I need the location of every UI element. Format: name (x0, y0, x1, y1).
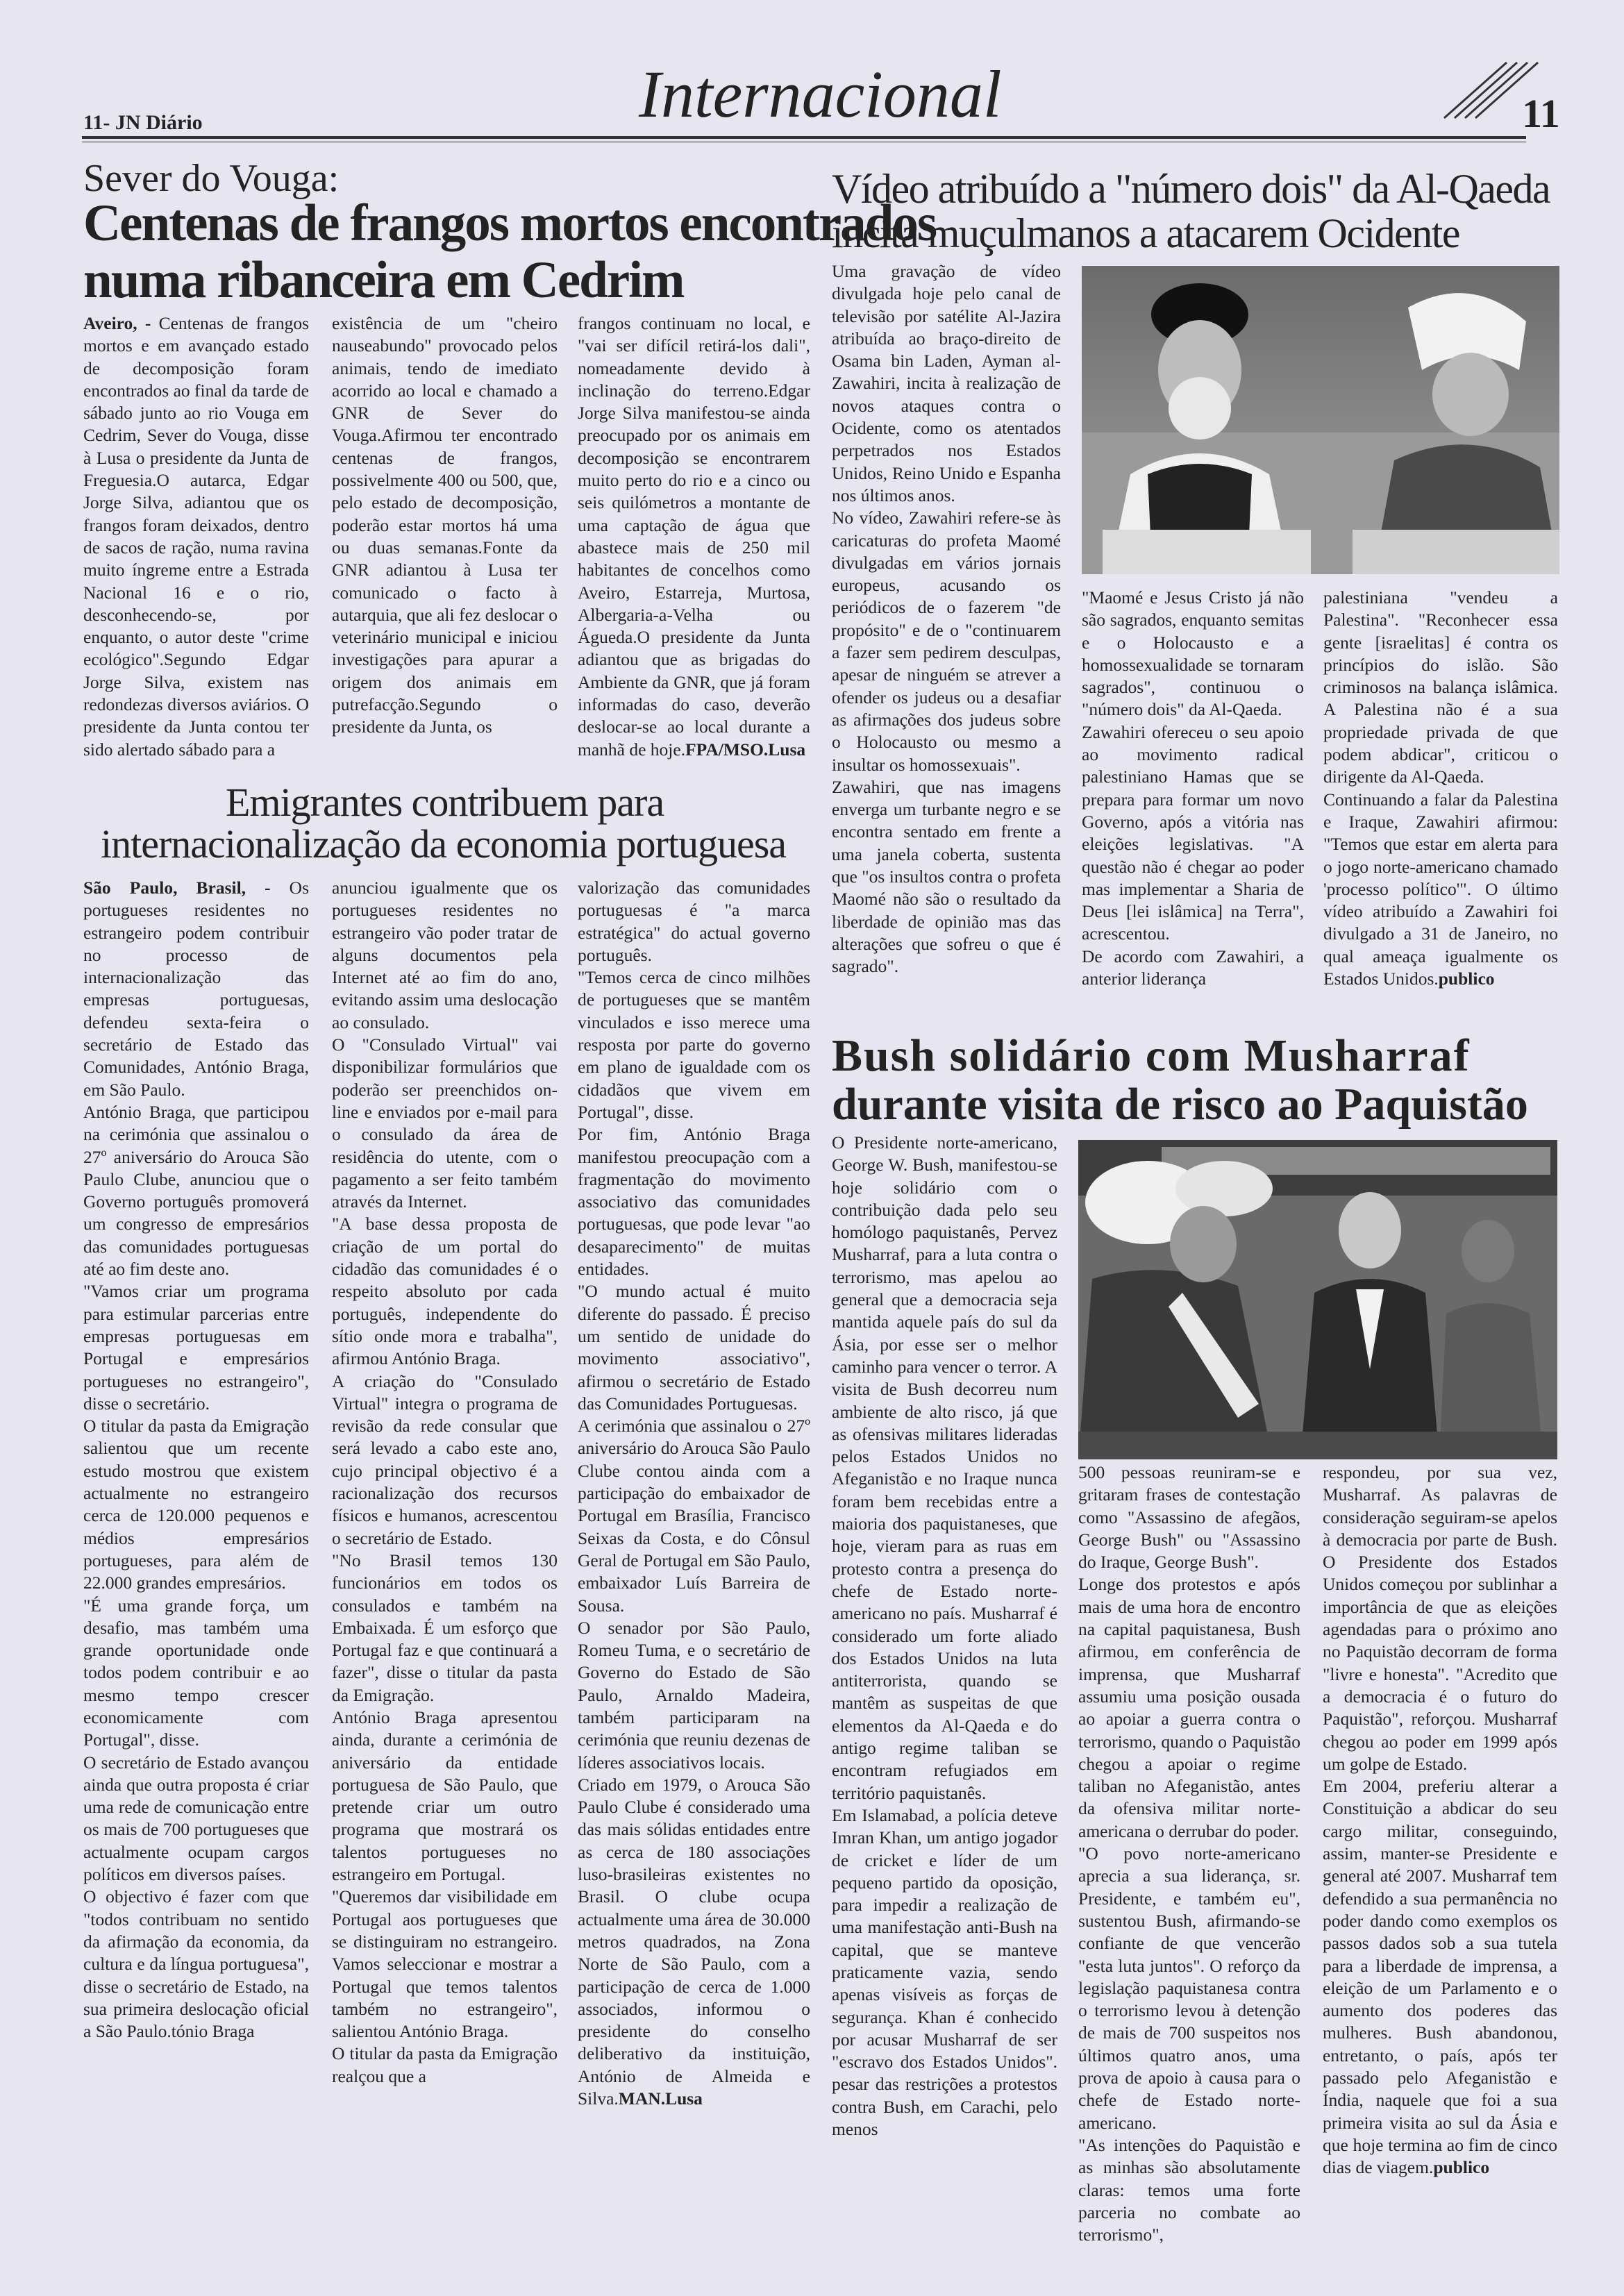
bush-musharraf-photo (1078, 1140, 1557, 1459)
bush-paragraph: O Presidente norte-americano, George W. Bush, manifestou-se hoje solidário com o contribuição dada pelo seu homólogo paquistanês, Pervez Musharraf, para a luta contra o terrorismo, mas apelou ao general que a democracia seja mantida aquele país do sul da Ásia, por esse ser o melhor caminho para vencer o terror. A visita de Bush decorreu num ambiente de alto risco, já que as ofensivas militares lideradas pelos Estados Unidos no Afeganistão e no Iraque nunca foram bem recebidas entre a maioria dos paquistaneses, que hoje, vieram para as ruas em protesto contra a presença do chefe de Estado norte-americano no país. Musharraf é considerado um forte aliado dos Estados Unidos na luta antiterrorista, quando se mantêm as suspeitas de que elementos da Al-Qaeda e do antigo regime taliban se encontram refugiados em território paquistanês. (832, 1132, 1057, 1803)
section-title: Internacional (639, 57, 1002, 131)
bush-signature: publico (1433, 2157, 1490, 2178)
emigrantes-paragraph: A cerimónia que assinalou o 27º aniversário do Arouca São Paulo Clube contou ainda com a participação do embaixador de Portugal em Brasília, Francisco Seixas da Costa, e do Cônsul Geral de Portugal em São Paulo, embaixador Luís Barreira de Sousa. (578, 1416, 810, 1616)
emigrantes-column-1 (83, 877, 309, 2224)
frangos-column-3 (578, 312, 810, 774)
frangos-title-line2: numa ribanceira em Cedrim (83, 251, 684, 309)
bush-photo-image (1078, 1140, 1557, 1459)
emigrantes-paragraph: O objectivo é fazer com que "todos contribuam no sentido da afirmação da economia, da cultura e da língua portuguesa", disse o secretário de Estado, na sua primeira deslocação oficial a São Paulo.tónio Braga (83, 1886, 309, 2042)
emigrantes-paragraph: anunciou igualmente que os portugueses residentes no estrangeiro vão poder tratar de alguns documentos pela Internet até ao fim do ano, evitando assim uma deslocação ao consulado. (332, 878, 558, 1032)
emigrantes-column-3 (578, 877, 810, 2224)
page-number: 11 (1522, 91, 1560, 136)
alqaeda-paragraph: Zawahiri ofereceu o seu apoio ao movimento radical palestiniano Hamas que se prepara para formar um novo Governo, após a vitória nas eleições legislativas. "A questão não é chegar ao poder mas implementar a Sharia de Deus [lei islâmica] na Terra", acrescentou. (1082, 721, 1304, 944)
emigrantes-paragraph: "É uma grande força, um desafio, mas também uma grande oportunidade onde todos podem contribuir e ao mesmo tempo crescer economicamente com Portugal", disse. (83, 1595, 309, 1750)
bush-column-right (1323, 1461, 1557, 2229)
frangos-kicker: Sever do Vouga: (83, 157, 340, 200)
alqaeda-paragraph: De acordo com Zawahiri, a anterior liderança (1082, 946, 1304, 989)
bush-paragraph: Em Islamabad, a polícia deteve Imran Khan, um antigo jogador de cricket e líder de um pequeno partido da oposição, para impedir a realização de uma manifestação anti-Bush na capital, que se manteve praticamente vazia, sendo apenas visíveis as forças de segurança. Khan é conhecido por acusar Musharraf de ser "escravo dos Estados Unidos". pesar das restrições a protestos contra Bush, em Carachi, pelo menos (832, 1804, 1057, 2140)
emigrantes-paragraph: "No Brasil temos 130 funcionários em todos os consulados e também na Embaixada. É um esforço que Portugal faz e que continuará a fazer", disse o titular da pasta da Emigração. (332, 1550, 558, 1705)
emigrantes-paragraph: "A base dessa proposta de criação de um portal do cidadão das comunidades é o respeito absoluto por cada português, independente do sítio onde mora e trabalha", afirmou António Braga. (332, 1214, 558, 1369)
header-rule (82, 136, 1526, 139)
alqaeda-column-right (1323, 587, 1558, 1038)
alqaeda-column-left (832, 260, 1061, 1038)
alqaeda-title-line2: incita muçulmanos a atacarem Ocidente (832, 210, 1460, 256)
emigrantes-paragraph: O senador por São Paulo, Romeu Tuma, e o secretário de Governo do Estado de São Paulo, Arnaldo Madeira, também participaram na cerimónia que reuniu dezenas de líderes associativos locais. (578, 1617, 810, 1773)
emigrantes-paragraph: "Vamos criar um programa para estimular parcerias entre empresas portuguesas em Portugal e empresários portugueses no estrangeiro", disse o secretário. (83, 1281, 309, 1414)
frangos-signature: FPA/MSO.Lusa (685, 739, 806, 760)
emigrantes-paragraph: O secretário de Estado avançou ainda que outra proposta é criar uma rede de comunicação entre os mais de 700 portugueses que actualmente ocupam cargos políticos em diversos países. (83, 1752, 309, 1885)
frangos-column-2 (332, 312, 558, 774)
emigrantes-paragraph: "Temos cerca de cinco milhões de portugueses que se mantêm vinculados e isso merece uma resposta por parte do governo em plano de igualdade com os cidadãos que vivem em Portugal", disse. (578, 967, 810, 1122)
emigrantes-paragraph: António Braga apresentou ainda, durante a cerimónia de aniversário da entidade portuguesa de São Paulo, que pretende criar um outro programa que mostrará os talentos portugueses no estrangeiro em Portugal. (332, 1707, 558, 1885)
emigrantes-paragraph: valorização das comunidades portuguesas é "a marca estratégica" do actual governo português. (578, 878, 810, 965)
emigrantes-paragraph: Criado em 1979, o Arouca São Paulo Clube é considerado uma das mais sólidas entidades entre as cerca de 180 associações luso-brasileiras existentes no Brasil. O clube ocupa actualmente uma área de 30.000 metros quadrados, na Zona Norte de São Paulo, com a participação de cerca de 1.000 associados, informou o presidente do conselho deliberativo da instituição, António de Almeida e Silva.MAN.Lusa (578, 1774, 810, 2109)
emigrantes-paragraph: Por fim, António Braga manifestou preocupação com a fragmentação do movimento associativo das comunidades portuguesas, que pode levar "ao desaparecimento" de muitas entidades. (578, 1124, 810, 1280)
alqaeda-signature: publico (1438, 969, 1495, 989)
bush-column-left (832, 1132, 1057, 2229)
emigrantes-title-line1: Emigrantes contribuem para (226, 780, 664, 825)
emigrantes-signature: MAN.Lusa (618, 2088, 703, 2109)
emigrantes-dateline: São Paulo, Brasil, - (83, 878, 271, 898)
zawahiri-photo-image (1082, 266, 1559, 574)
alqaeda-paragraph: palestiniana "vendeu a Palestina". "Reconhecer essa gente [israelitas] é contra os princípios do islão. São criminosos na balança islâmica. A Palestina não é a sua propriedade privada de que podem abdicar", criticou o dirigente da Al-Qaeda. (1323, 587, 1558, 787)
frangos-title-line1: Centenas de frangos mortos encontrados (83, 194, 937, 252)
bush-paragraph: "As intenções do Paquistão e as minhas são absolutamente claras: temos uma forte parceria no combate ao terrorismo", (1078, 2134, 1300, 2245)
alqaeda-title-line1: Vídeo atribuído a "número dois" da Al-Qaeda (832, 166, 1550, 212)
page-left-label: 11- JN Diário (83, 111, 203, 134)
bush-title-line2: durante visita de risco ao Paquistão (832, 1079, 1528, 1130)
bush-title-line1: Bush solidário com Musharraf (832, 1030, 1471, 1081)
bush-paragraph: Em 2004, preferiu alterar a Constituição a abdicar do seu cargo militar, conseguindo, assim, manter-se Presidente e general até 2007. Musharraf tem defendido a sua permanência no poder dando como exemplos os passos dados sob a sua tutela para a liberdade de imprensa, a eleição de um Parlamento e o aumento dos poderes das mulheres. Bush abandonou, entretanto, o país, após ter passado pelo Afeganistão e Índia, naquele que foi a sua primeira visita ao sul da Ásia e que hoje termina ao fim de cinco dias de viagem.publico (1323, 1776, 1557, 2178)
frangos-dateline: Aveiro, - (83, 313, 151, 333)
emigrantes-paragraph: São Paulo, Brasil, - Os portugueses residentes no estrangeiro podem contribuir no processo de internacionalização das empresas portuguesas, defendeu sexta-feira o secretário de Estado das Comunidades, António Braga, em São Paulo. (83, 878, 310, 1100)
emigrantes-paragraph: "O mundo actual é muito diferente do passado. É preciso um sentido de unidade do movimento associativo", afirmou o secretário de Estado das Comunidades Portuguesas. (578, 1281, 810, 1414)
alqaeda-paragraph: "Maomé e Jesus Cristo já não são sagrados, enquanto semitas e o Holocausto e a homossexualidade se tornaram sagrados", continuou o "número dois" da Al-Qaeda. (1082, 587, 1304, 720)
frangos-text-2: existência de um "cheiro nauseabundo" provocado pelos animais, tendo de imediato acorrido ao local e chamado a GNR de Sever do Vouga.Afirmou ter encontrado centenas de frangos, possivelmente 400 ou 500, que, pelo estado de decomposição, poderão estar mortos há uma ou duas semanas.Fonte da GNR adiantou à Lusa ter comunicado o facto à autarquia, que ali fez deslocar o veterinário municipal e iniciou investigações para apurar a origem dos animais em putrefacção.Segundo o presidente da Junta, os (332, 313, 558, 737)
alqaeda-column-mid (1082, 587, 1304, 1038)
bush-paragraph: "O povo norte-americano aprecia a sua liderança, sr. Presidente, e também eu", sustentou Bush, afirmando-se confiante de que vencerão "esta luta juntos". O reforço da legislação paquistanesa contra o terrorismo levou à detenção de mais de 700 suspeitos nos últimos quatro anos, uma prova de apoio à causa para o chefe de Estado norte-americano. (1078, 1843, 1300, 2133)
zawahiri-video-photo (1082, 266, 1559, 574)
bush-paragraph: respondeu, por sua vez, Musharraf. As palavras de consideração seguiram-se apelos à democracia por parte de Bush. O Presidente dos Estados Unidos começou por sublinhar a importância de que as eleições agendadas para o próximo ano no Paquistão decorram de forma "livre e honesta". "Acredito que a democracia é o futuro do Paquistão", reforçou. Musharraf chegou ao poder em 1999 após um golpe de Estado. (1323, 1462, 1557, 1774)
frangos-text-1: Centenas de frangos mortos e em avançado estado de decomposição foram encontrados ao final da tarde de sábado junto ao rio Vouga em Cedrim, Sever do Vouga, disse à Lusa o presidente da Junta de Freguesia.O autarca, Edgar Jorge Silva, adiantou que os frangos foram deixados, dentro de sacos de ração, numa ravina muito íngreme entre a Estrada Nacional 16 e o rio, desconhecendo-se, por enquanto, o autor deste "crime ecológico".Segundo Edgar Jorge Silva, existem nas redondezas diversos aviários. O presidente da Junta contou ter sido alertado sábado para a (83, 313, 310, 760)
bush-paragraph: 500 pessoas reuniram-se e gritaram frases de contestação como "Assassino de afegãos, George Bush" ou "Assassino do Iraque, George Bush". (1078, 1462, 1300, 1573)
emigrantes-paragraph: António Braga, que participou na cerimónia que assinalou o 27º aniversário do Arouca São Paulo Clube, anunciou que o Governo português promoverá um congresso de empresários das comunidades portuguesas até ao fim deste ano. (83, 1101, 309, 1280)
bush-column-mid (1078, 1461, 1300, 2245)
emigrantes-paragraph: A criação do "Consulado Virtual" integra o programa de revisão da rede consular que será levado a cabo este ano, cujo principal objectivo é a racionalização dos recursos físicos e humanos, acrescentou o secretário de Estado. (332, 1371, 558, 1548)
frangos-text-3: frangos continuam no local, e "vai ser difícil retirá-los dali", nomeadamente devido à inclinação do terreno.Edgar Jorge Silva manifestou-se ainda preocupado por os animais em decomposição se encontrarem muito perto do rio e a cinco ou seis quilómetros a montante de uma captação de água que abastece mais de 250 mil habitantes de concelhos como Aveiro, Estarreja, Murtosa, Albergaria-a-Velha ou Águeda.O presidente da Junta adiantou que as brigadas do Ambiente da GNR, que já foram informadas do caso, deverão deslocar-se ao local durante a manhã de hoje. (578, 313, 810, 760)
alqaeda-paragraph: Zawahiri, que nas imagens enverga um turbante negro e se encontra sentado em frente a uma janela coberta, sustenta que "os insultos contra o profeta Maomé não são o resultado da liberdade de opinião mas das alterações que sofreu o que é sagrado". (832, 776, 1061, 977)
emigrantes-paragraph: "Queremos dar visibilidade em Portugal aos portugueses que se distinguiram no estrangeiro. Vamos seleccionar e mostrar a Portugal que temos talentos também no estrangeiro", salientou António Braga. (332, 1886, 558, 2042)
emigrantes-paragraph: O titular da pasta da Emigração salientou que um recente estudo mostrou que existem actualmente no estrangeiro cerca de 120.000 pequenos e médios empresários portugueses, para além de 22.000 grandes empresários. (83, 1416, 309, 1593)
alqaeda-paragraph: No vídeo, Zawahiri refere-se às caricaturas do profeta Maomé divulgadas em vários jornais europeus, acusando os periódicos de o fazerem "de propósito" e de o "continuarem a fazer sem pedirem desculpas, apesar de ninguém se atrever a ofender os judeus ou a desafiar as afirmações dos judeus sobre o Holocausto ou mesmo a insultar os homossexuais". (832, 508, 1061, 775)
emigrantes-paragraph: O "Consulado Virtual" vai disponibilizar formulários que poderão ser preenchidos on-line e enviados por e-mail para o consulado da área de residência do utente, com o pagamento a ser feito também através da Internet. (332, 1034, 558, 1212)
emigrantes-column-2 (332, 877, 558, 2224)
bush-paragraph: Longe dos protestos e após mais de uma hora de encontro na capital paquistanesa, Bush afirmou, em conferência de imprensa, que Musharraf assumiu uma posição ousada ao apoiar a guerra contra o terrorismo, quando o Paquistão chegou a apoiar o regime taliban no Afeganistão, antes da ofensiva militar norte-americana o derrubar do poder. (1078, 1574, 1300, 1841)
frangos-column-1 (83, 312, 309, 774)
alqaeda-paragraph: Uma gravação de vídeo divulgada hoje pelo canal de televisão por satélite Al-Jazira atribuída ao braço-direito de Osama bin Laden, Ayman al-Zawahiri, incita à realização de novos ataques contra o Ocidente, como os atentados perpetrados nos Estados Unidos, Reino Unido e Espanha nos últimos anos. (832, 261, 1061, 505)
emigrantes-title-line2: internacionalização da economia portuguesa (101, 821, 787, 866)
emigrantes-paragraph: O titular da pasta da Emigração realçou que a (332, 2043, 558, 2086)
alqaeda-paragraph: Continuando a falar da Palestina e Iraque, Zawahiri afirmou: "Temos que estar em alerta para o jogo norte-americano chamado 'processo político'". O último vídeo atribuído a Zawahiri foi divulgado a 31 de Janeiro, no qual ameaça igualmente os Estados Unidos.publico (1323, 789, 1558, 989)
